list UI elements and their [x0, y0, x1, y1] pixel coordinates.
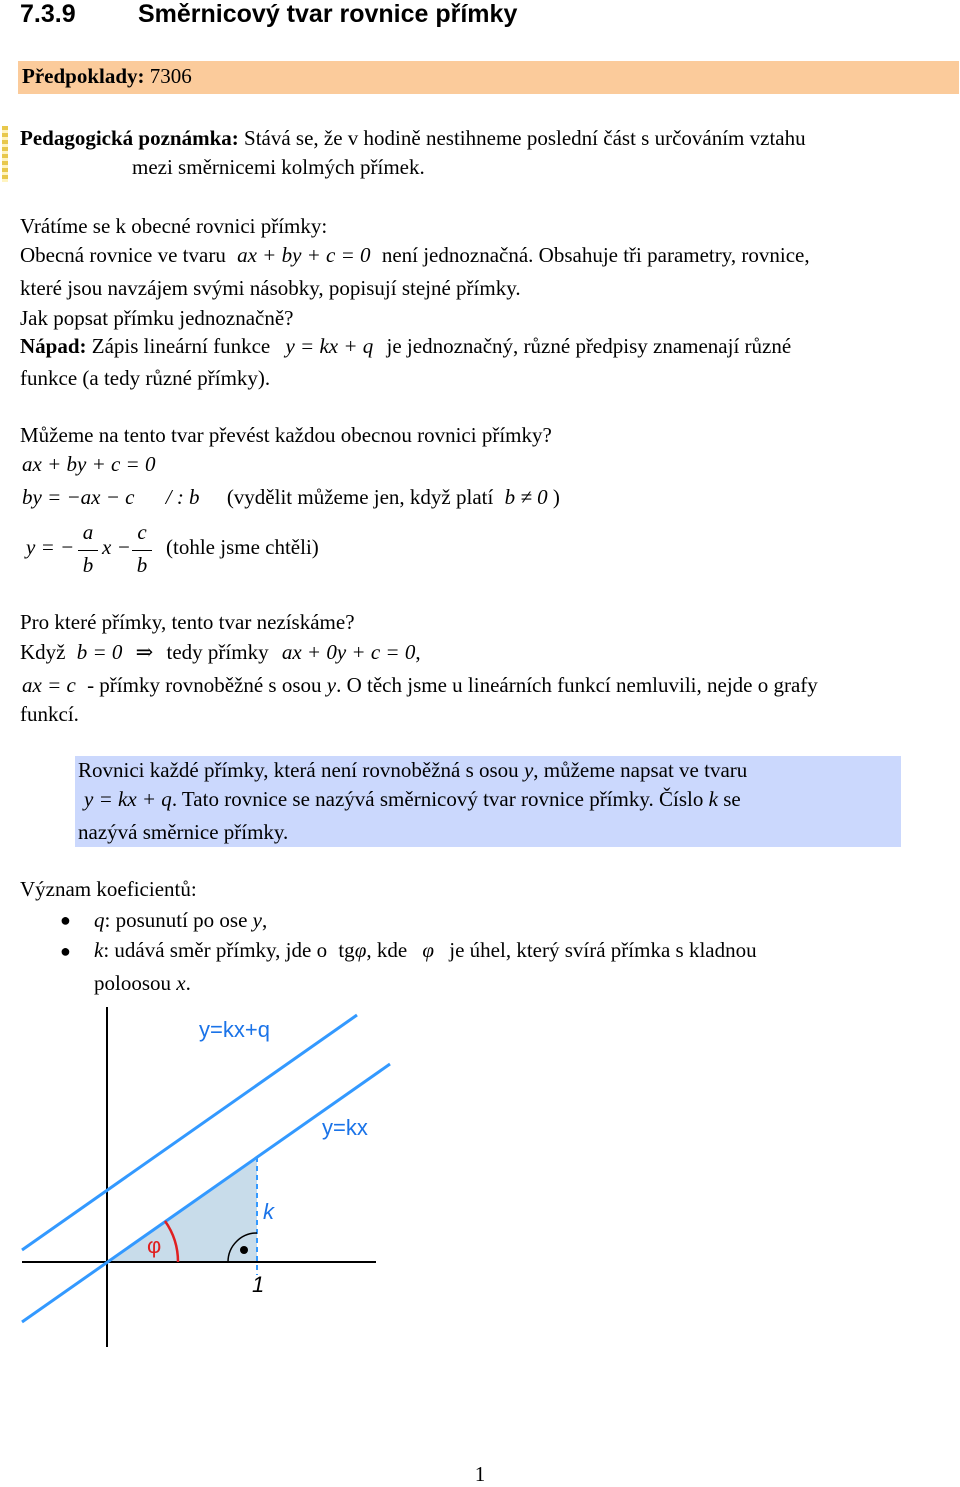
definition-line3: nazývá směrnice přímky.	[78, 820, 289, 844]
eq-general: ax + by + c = 0	[237, 243, 371, 267]
intro-p4: Jak popsat přímku jednoznačně?	[20, 306, 294, 330]
derivation-question: Můžeme na tento tvar převést každou obecnou rovnici přímky?	[20, 423, 552, 447]
idea-text-b: je jednoznačný, různé předpisy znamenají různé	[386, 334, 792, 358]
coefficient-k-item	[94, 938, 757, 963]
note-marker-icon	[2, 126, 8, 182]
fraction-denominator-b2: b	[136, 553, 148, 577]
section-number: 7.3.9	[20, 0, 76, 28]
right-angle-dot	[240, 1246, 248, 1254]
coef-k-x: x	[176, 971, 186, 995]
derivation-eq3-lhs: y = −	[26, 535, 75, 559]
prerequisites-bar	[18, 61, 959, 94]
intro-p2	[20, 243, 810, 268]
prerequisites-value: 7306	[149, 64, 192, 88]
derivation-eq2-cond: b ≠ 0	[504, 485, 548, 509]
coef-k-l2: poloosou	[94, 971, 172, 995]
definition-l2a: . Tato rovnice se nazývá směrnicový tvar rovnice přímky. Číslo	[171, 787, 704, 811]
special-when-row	[20, 640, 421, 665]
definition-line1	[78, 758, 747, 783]
special-comma: ,	[415, 640, 421, 664]
idea-text-c: funkce (a tedy různé přímky).	[20, 366, 271, 390]
coefficient-k-line2	[94, 971, 191, 996]
page-number: 1	[474, 1462, 486, 1486]
coefficient-q-item	[94, 908, 267, 933]
line-y-kx	[22, 1064, 390, 1322]
special-desc-y: y	[326, 673, 337, 697]
label-k: k	[263, 1199, 274, 1224]
idea-text-a: Zápis lineární funkce	[91, 334, 271, 358]
ped-note-text1: Stává se, že v hodině nestihneme poslední část s určováním vztahu	[244, 126, 806, 150]
ped-note-text2: mezi směrnicemi kolmých přímek.	[132, 155, 425, 179]
intro-p2b: není jednoznačná. Obsahuje tři parametry, rovnice,	[381, 243, 810, 267]
derivation-eq2-row	[22, 485, 560, 510]
definition-l1y: y	[523, 758, 534, 782]
definition-line2	[84, 787, 741, 812]
definition-l2k: k	[708, 787, 718, 811]
label-y-kx: y=kx	[322, 1115, 368, 1140]
derivation-eq3-x: x −	[102, 535, 131, 559]
special-eq2: ax = c	[22, 673, 76, 697]
special-desc-row	[22, 673, 818, 698]
fraction-numerator-a: a	[82, 520, 94, 544]
definition-eq: y = kx + q	[84, 787, 172, 811]
derivation-eq2-op: / : b	[165, 485, 200, 509]
coef-k-text: : udává směr přímky, jde o	[103, 938, 328, 962]
bullet-icon: ●	[60, 941, 71, 961]
coef-k-var: k	[94, 938, 104, 962]
intro-p3: které jsou navzájem svými násobky, popisují stejné přímky.	[20, 276, 521, 300]
coef-k-tg: tg	[338, 938, 355, 962]
label-one: 1	[252, 1272, 265, 1297]
derivation-eq1: ax + by + c = 0	[22, 452, 156, 476]
coef-q-y: y	[252, 908, 262, 932]
definition-l2b: se	[723, 787, 741, 811]
implies-arrow-icon: ⇒	[135, 640, 154, 664]
fraction-bar	[132, 550, 152, 551]
definition-l1b: , můžeme napsat ve tvaru	[533, 758, 748, 782]
special-desc-b: . O těch jsme u lineárních funkcí nemluvili, nejde o grafy	[336, 673, 818, 697]
prerequisites-label: Předpoklady:	[22, 64, 145, 88]
coef-q-text: : posunutí po ose	[104, 908, 248, 932]
derivation-eq2-note-a: (vydělit můžeme jen, když platí	[226, 485, 494, 509]
label-y-kx-q: y=kx+q	[199, 1017, 270, 1042]
fraction-denominator-b: b	[82, 553, 94, 577]
slope-figure	[0, 1000, 960, 1440]
coef-k-mid: , kde	[366, 938, 408, 962]
fraction-numerator-c: c	[137, 520, 147, 544]
eq-linear: y = kx + q	[285, 334, 374, 358]
section-heading	[20, 0, 517, 29]
derivation-eq3-note: (tohle jsme chtěli)	[166, 535, 319, 559]
derivation-eq2-note-b: )	[552, 485, 560, 509]
special-desc-c: funkcí.	[20, 702, 79, 726]
coef-q-var: q	[94, 908, 105, 932]
bullet-icon: ●	[60, 910, 71, 930]
coef-k-phi2: φ	[422, 938, 435, 962]
coef-k-phi: φ	[354, 938, 367, 962]
fraction-c-over-b	[132, 520, 152, 580]
coefficients-title: Význam koeficientů:	[20, 877, 197, 901]
idea-label: Nápad:	[20, 334, 87, 358]
fraction-bar	[78, 550, 98, 551]
intro-p2a: Obecná rovnice ve tvaru	[20, 243, 226, 267]
coef-k-rest: je úhel, který svírá přímka s kladnou	[449, 938, 757, 962]
special-eq: ax + 0y + c = 0	[281, 640, 416, 664]
coef-q-end: ,	[262, 908, 268, 932]
special-then: tedy přímky	[166, 640, 269, 664]
ped-note-label: Pedagogická poznámka:	[20, 126, 239, 150]
section-title: Směrnicový tvar rovnice přímky	[138, 0, 518, 28]
derivation-eq2: by = −ax − c	[22, 485, 135, 509]
intro-p1: Vrátíme se k obecné rovnici přímky:	[20, 214, 328, 238]
special-question: Pro které přímky, tento tvar nezískáme?	[20, 610, 355, 634]
special-desc-a: - přímky rovnoběžné s osou	[87, 673, 322, 697]
coef-k-dot: .	[185, 971, 191, 995]
definition-l1a: Rovnici každé přímky, která není rovnoběžná s osou	[78, 758, 519, 782]
idea-line	[20, 334, 791, 359]
special-cond: b = 0	[76, 640, 123, 664]
label-phi: φ	[147, 1233, 162, 1258]
fraction-a-over-b	[78, 520, 98, 580]
ped-note-line1	[20, 126, 806, 151]
special-when: Když	[20, 640, 66, 664]
